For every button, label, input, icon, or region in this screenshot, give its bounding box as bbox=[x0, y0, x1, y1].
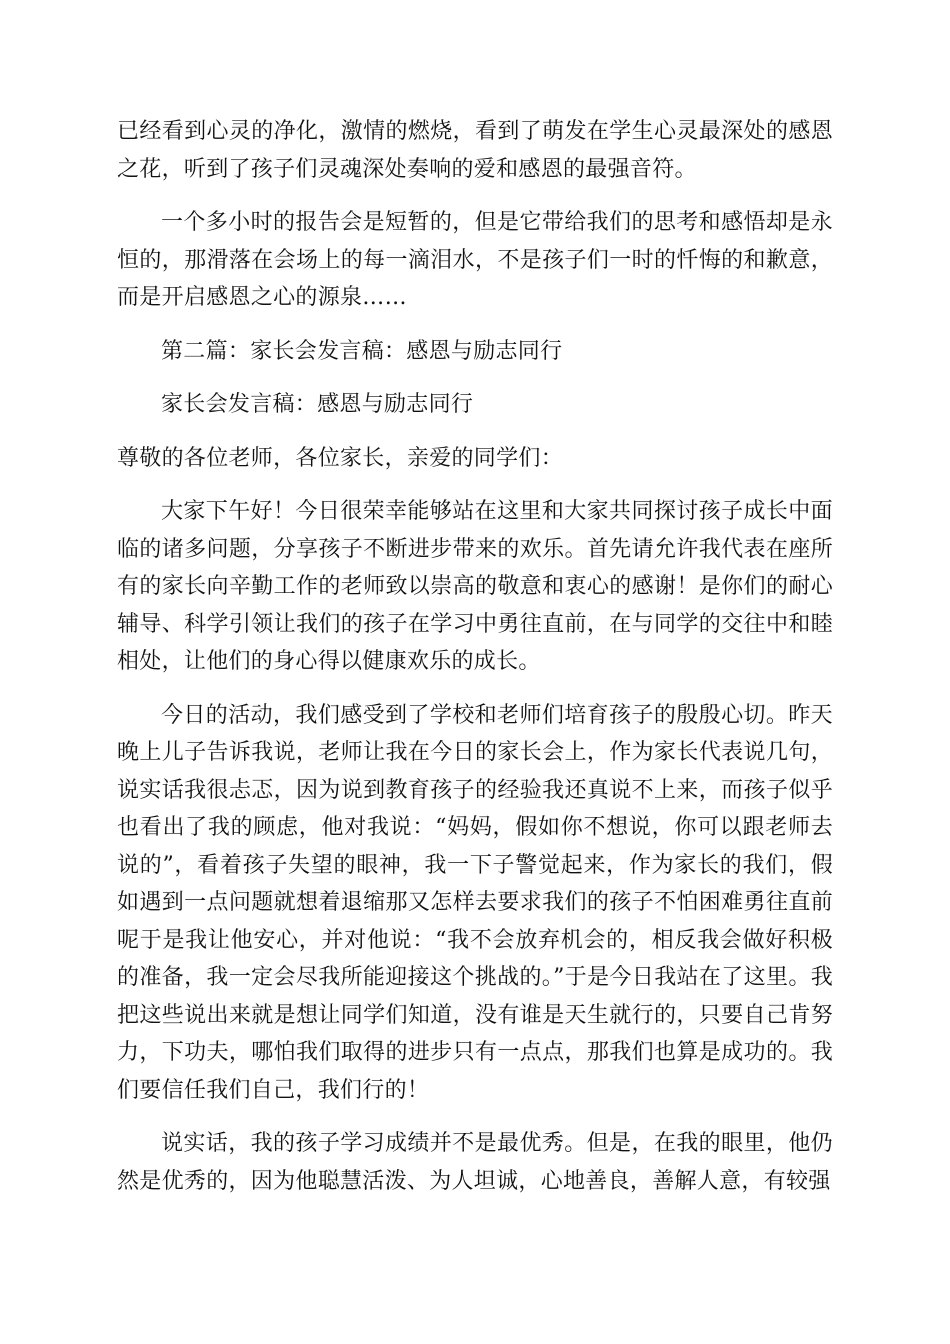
paragraph-activity: 今日的活动，我们感受到了学校和老师们培育孩子的殷殷心切。昨天晚上儿子告诉我说，老师让我在今日的家长会上，作为家长代表说几句，说实话我很忐忑，因为说到教育孩子的经验我还真说不上来，而孩子似乎也看出了我的顾虑，他对我说：“妈妈，假如你不想说，你可以跟老师去说的”，看着孩子失望的眼神，我一下子警觉起来，作为家长的我们，假如遇到一点问题就想着退缩那又怎样去要求我们的孩子不怕困难勇往直前呢于是我让他安心，并对他说：“我不会放弃机会的，相反我会做好积极的准备，我一定会尽我所能迎接这个挑战的。”于是今日我站在了这里。我把这些说出来就是想让同学们知道，没有谁是天生就行的，只要自己肯努力，下功夫，哪怕我们取得的进步只有一点点，那我们也算是成功的。我们要信任我们自己，我们行的！ bbox=[117, 702, 833, 1103]
paragraph-greeting: 大家下午好！今日很荣幸能够站在这里和大家共同探讨孩子成长中面临的诸多问题，分享孩子不断进步带来的欢乐。首先请允许我代表在座所有的家长向辛勤工作的老师致以崇高的敬意和衷心的感谢！是你们的耐心辅导、科学引领让我们的孩子在学习中勇往直前，在与同学的交往中和睦相处，让他们的身心得以健康欢乐的成长。 bbox=[117, 499, 833, 674]
speech-title: 家长会发言稿：感恩与励志同行 bbox=[161, 392, 474, 417]
document-page bbox=[117, 113, 833, 1200]
section-heading: 第二篇：家长会发言稿：感恩与励志同行 bbox=[161, 338, 563, 364]
paragraph-child: 说实话，我的孩子学习成绩并不是最优秀。但是，在我的眼里，他仍然是优秀的，因为他聪慧活泼、为人坦诚，心地善良，善解人意，有较强 bbox=[117, 1131, 833, 1194]
paragraph-report-reflection: 一个多小时的报告会是短暂的，但是它带给我们的思考和感悟却是永恒的，那滑落在会场上的每一滴泪水，不是孩子们一时的忏悔的和歉意，而是开启感恩之心的源泉…… bbox=[117, 210, 833, 310]
paragraph-continuation: 已经看到心灵的净化，激情的燃烧，看到了萌发在学生心灵最深处的感恩之花，听到了孩子们灵魂深处奏响的爱和感恩的最强音符。 bbox=[117, 119, 833, 182]
salutation: 尊敬的各位老师，各位家长，亲爱的同学们： bbox=[117, 445, 564, 471]
